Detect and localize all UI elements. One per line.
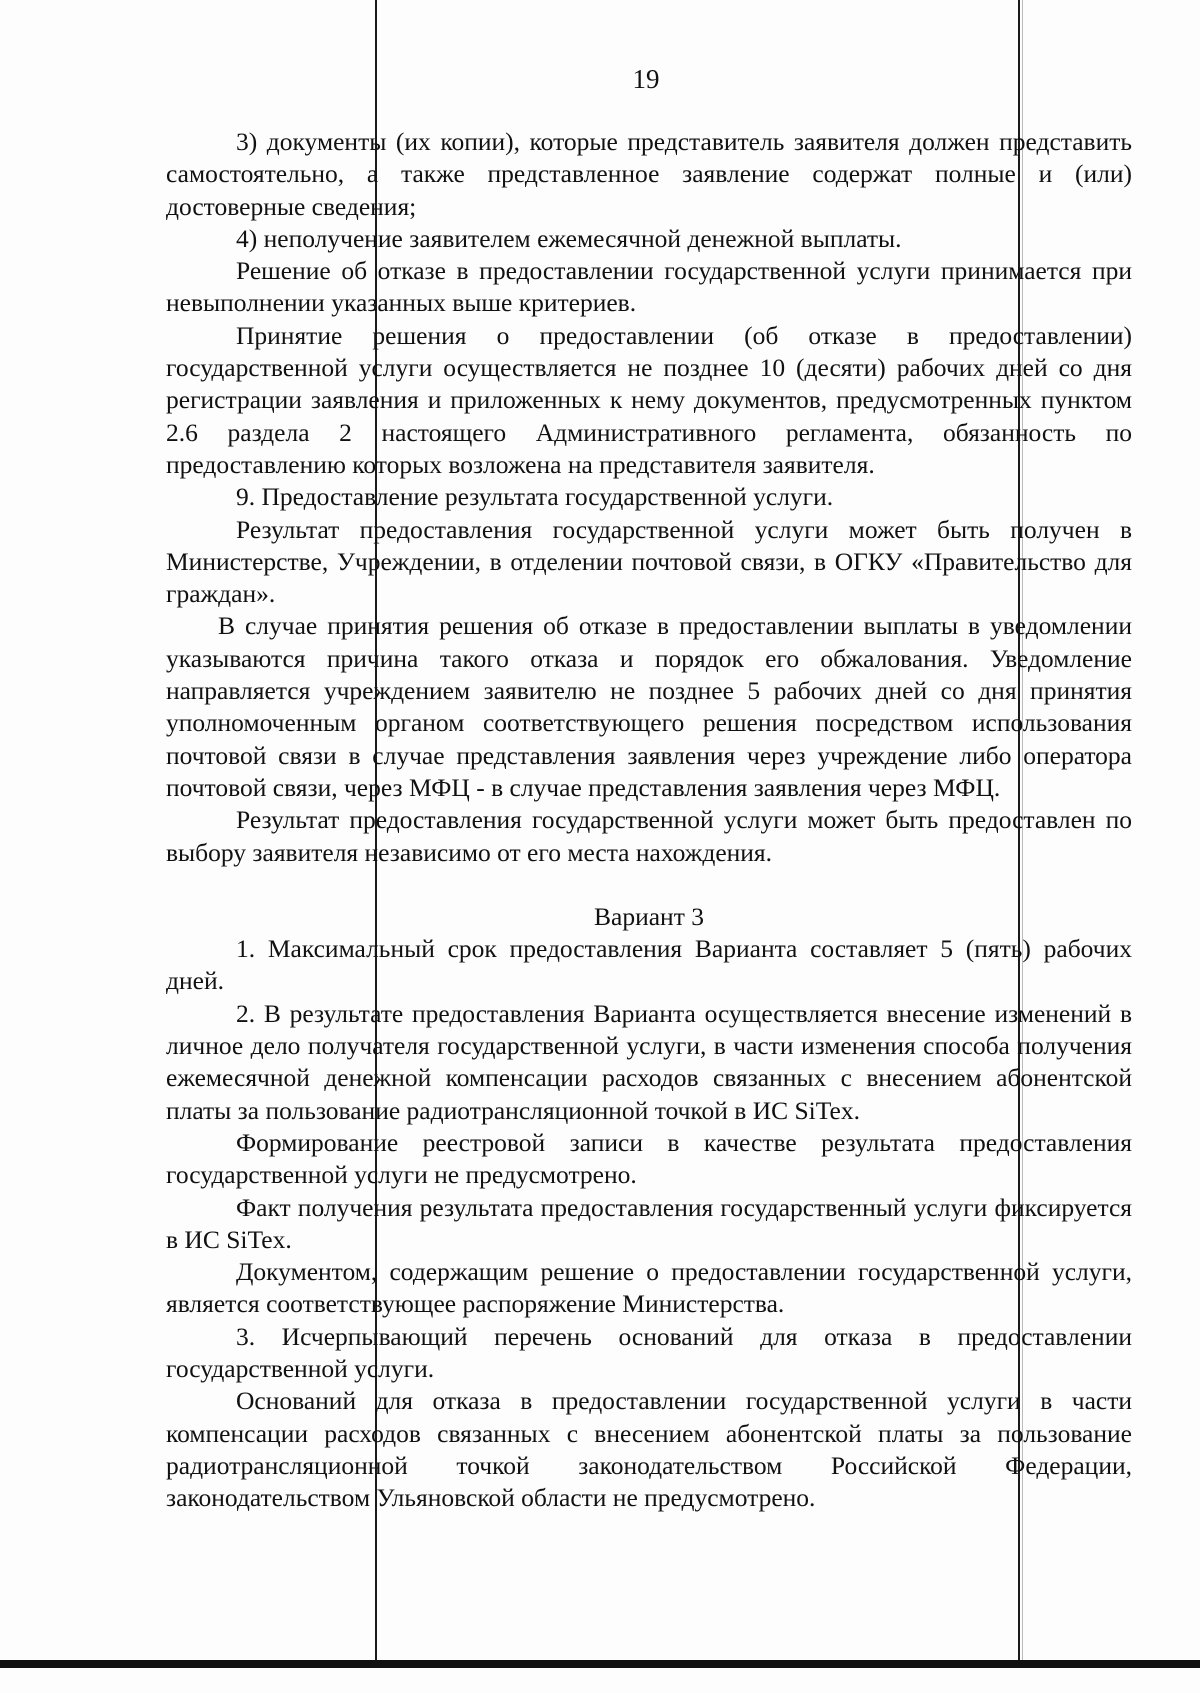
paragraph: 9. Предоставление результата государственной услуги. [236,482,834,512]
page-bottom-border [0,1660,1200,1668]
page-number: 19 [632,64,660,94]
paragraph: В случае принятия решения об отказе в предоставлении выплаты в уведомлении указываются причина такого отказа и порядок его обжалования. Уведомление направляется учреждением заявителю не позднее 5 рабочих дней со дня принятия уполномоченным органом соответствующего решения посредством использования почтовой связи в случае представления заявления через учреждение либо оператора почтовой связи, через МФЦ - в случае представления заявления через МФЦ. [166,611,1132,802]
paragraph: Формирование реестровой записи в качестве результата предоставления государственной услуги не предусмотрено. [166,1127,1132,1190]
document-body [166,126,1132,1514]
paragraph: Решение об отказе в предоставлении государственной услуги принимается при невыполнении указанных выше критериев. [166,256,1132,318]
paragraph: Факт получения результата предоставления государственный услуги фиксируется в ИС SiTex. [166,1192,1132,1254]
paragraph: 3) документы (их копии), которые представитель заявителя должен представить самостоятельно, а также представленное заявление содержат полные и (или) достоверные сведения; [166,127,1132,221]
paragraph: Документом, содержащим решение о предоставлении государственной услуги, является соответствующее распоряжение Министерства. [166,1257,1132,1319]
paragraph: Принятие решения о предоставлении (об отказе в предоставлении) государственной услуги осуществляется не позднее 10 (десяти) рабочих дней со дня регистрации заявления и приложенных к нему документов, предусмотренных пунктом 2.6 раздела 2 настоящего Административного регламента, обязанность по предоставлению которых возложена на представителя заявителя. [166,320,1132,479]
paragraph: 2. В результате предоставления Варианта осуществляется внесение изменений в личное дело получателя государственной услуги, в части изменения способа получения ежемесячной денежной компенсации расходов связанных с внесением абонентской платы за пользование радиотрансляционной точкой в ИС SiTex. [166,998,1132,1125]
paragraph: 1. Максимальный срок предоставления Варианта составляет 5 (пять) рабочих дней. [166,934,1132,996]
paragraph: Оснований для отказа в предоставлении государственной услуги в части компенсации расходов связанных с внесением абонентской платы за пользование радиотрансляционной точкой законодательством Российской Федерации, законодательством Ульяновской области не предусмотрено. [166,1386,1132,1513]
paragraph: Результат предоставления государственной услуги может быть предоставлен по выбору заявителя независимо от его места нахождения. [166,805,1132,867]
paragraph: 4) неполучение заявителем ежемесячной денежной выплаты. [236,223,902,253]
section-heading: Вариант 3 [594,901,704,931]
paragraph: 3. Исчерпывающий перечень оснований для отказа в предоставлении государственной услуги. [166,1321,1132,1383]
paragraph: Результат предоставления государственной услуги может быть получен в Министерстве, Учреждении, в отделении почтовой связи, в ОГКУ «Правительство для граждан». [166,514,1132,609]
